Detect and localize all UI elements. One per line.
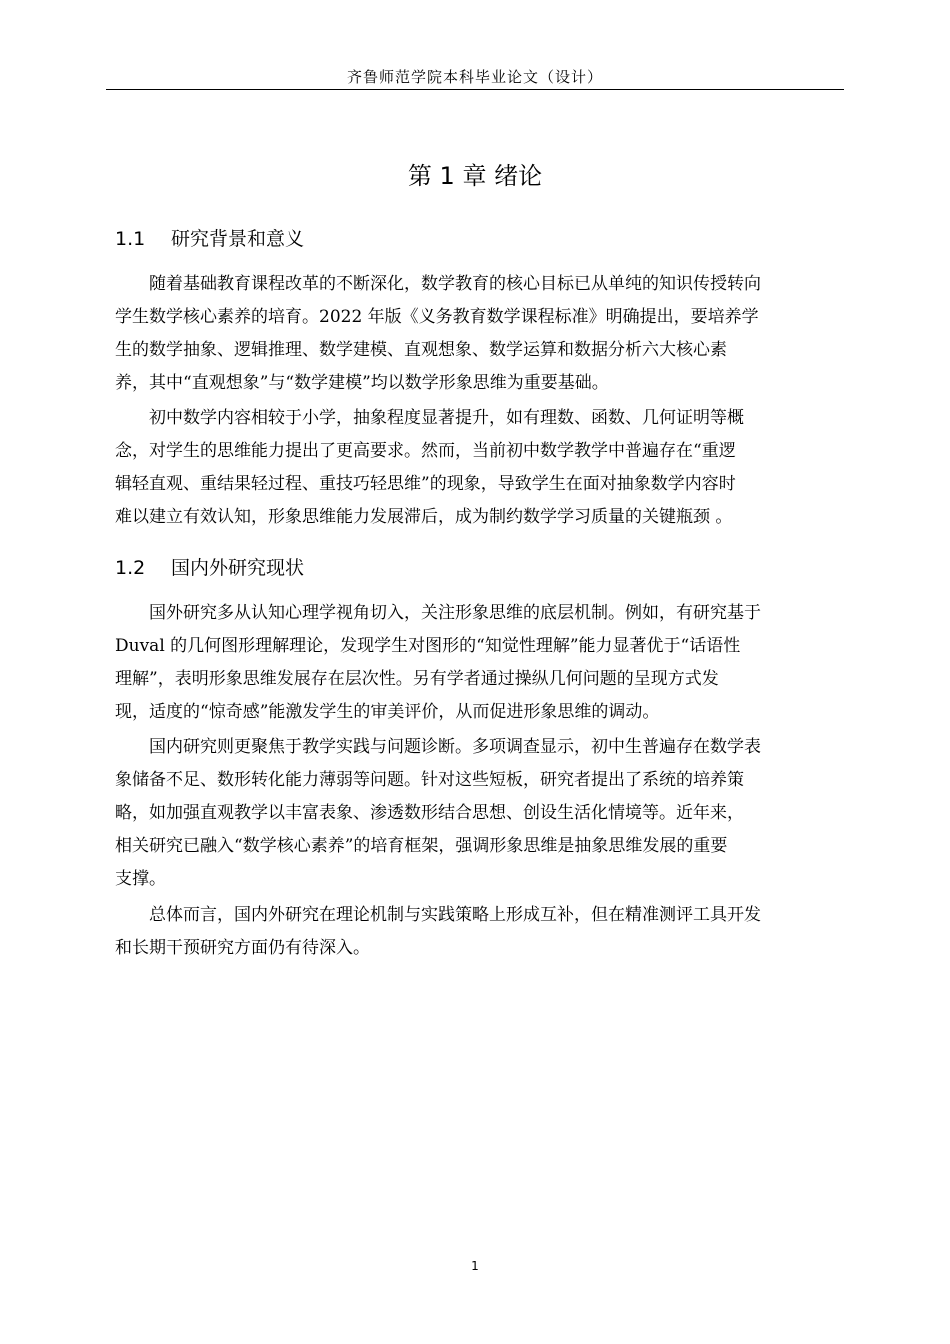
paragraph-line: 和长期干预研究方面仍有待深入。 [115, 938, 370, 958]
paragraph-line: 辑轻直观、重结果轻过程、重技巧轻思维”的现象，导致学生在面对抽象数学内容时 [115, 474, 736, 494]
paragraph-line: 养，其中“直观想象”与“数学建模”均以数学形象思维为重要基础。 [115, 373, 609, 393]
paragraph-line: 略，如加强直观教学以丰富表象、渗透数形结合思想、创设生活化情境等。近年来， [115, 803, 744, 823]
page-number: 1 [471, 1259, 479, 1273]
paragraph-line: Duval 的几何图形理解理论，发现学生对图形的“知觉性理解”能力显著优于“话语性 [115, 636, 741, 656]
paragraph-line: 理解”，表明形象思维发展存在层次性。另有学者通过操纵几何问题的呈现方式发 [115, 669, 719, 689]
paragraph-background-2 [115, 402, 839, 534]
paragraph-line: 国内研究则更聚焦于教学实践与问题诊断。多项调查显示，初中生普遍存在数学表 [149, 737, 761, 757]
section-heading-1-1 [115, 225, 304, 253]
paragraph-research-3 [115, 899, 839, 965]
paragraph-research-2 [115, 731, 839, 896]
paragraph-line: 总体而言，国内外研究在理论机制与实践策略上形成互补，但在精准测评工具开发 [149, 905, 761, 925]
paragraph-line: 随着基础教育课程改革的不断深化，数学教育的核心目标已从单纯的知识传授转向 [149, 274, 761, 294]
paragraph-background-1 [115, 268, 839, 400]
paragraph-line: 相关研究已融入“数学核心素养”的培育框架，强调形象思维是抽象思维发展的重要 [115, 836, 728, 856]
paragraph-line: 学生数学核心素养的培育。2022 年版《义务教育数学课程标准》明确提出，要培养学 [115, 307, 759, 327]
paragraph-research-1 [115, 597, 839, 729]
section-heading-1-2 [115, 554, 304, 582]
chapter-title: 第 1 章 绪论 [407, 162, 543, 190]
section-number: 1.1 [115, 228, 146, 250]
paragraph-line: 难以建立有效认知，形象思维能力发展滞后，成为制约数学学习质量的关键瓶颈 。 [115, 507, 733, 527]
section-title: 国内外研究现状 [171, 557, 305, 579]
paragraph-line: 支撑。 [115, 869, 166, 889]
paragraph-line: 生的数学抽象、逻辑推理、数学建模、直观想象、数学运算和数据分析六大核心素 [115, 340, 727, 360]
paragraph-line: 国外研究多从认知心理学视角切入，关注形象思维的底层机制。例如，有研究基于 [149, 603, 761, 623]
paragraph-line: 象储备不足、数形转化能力薄弱等问题。针对这些短板，研究者提出了系统的培养策 [115, 770, 744, 790]
section-title: 研究背景和意义 [171, 228, 305, 250]
paragraph-line: 初中数学内容相较于小学，抽象程度显著提升，如有理数、函数、几何证明等概 [149, 408, 744, 428]
header-divider [106, 89, 844, 90]
paragraph-line: 现，适度的“惊奇感”能激发学生的审美评价，从而促进形象思维的调动。 [115, 702, 660, 722]
paragraph-line: 念，对学生的思维能力提出了更高要求。然而，当前初中数学教学中普遍存在“重逻 [115, 441, 736, 461]
section-number: 1.2 [115, 557, 146, 579]
page-header-title: 齐鲁师范学院本科毕业论文（设计） [346, 68, 603, 86]
